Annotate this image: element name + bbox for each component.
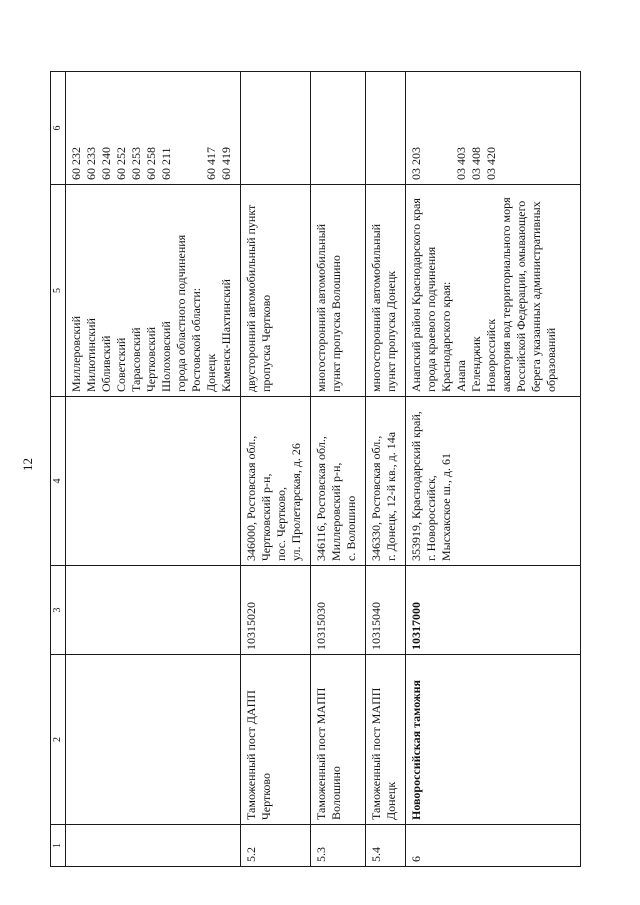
territory-code — [424, 76, 439, 180]
cell-address — [311, 397, 366, 566]
territory-code — [369, 76, 384, 180]
customs-code: 10317000 — [409, 602, 423, 650]
cell-name — [311, 655, 366, 825]
territory-code — [189, 76, 204, 180]
name-line: Таможенный пост МАПП — [314, 687, 328, 820]
territory-line: города краевого подчинения — [424, 246, 438, 392]
cell-territory-code — [366, 72, 406, 185]
header-col-6: 6 — [51, 72, 66, 185]
address-line: 346330, Ростовская обл., — [369, 435, 383, 561]
table-header — [51, 72, 66, 867]
territory-code — [384, 76, 399, 180]
cell-name — [241, 655, 311, 825]
territory-line: двусторонний автомобильный пункт — [244, 204, 258, 392]
territory-code: 60 240 — [99, 147, 113, 180]
territory-line: Ростовской области: — [189, 287, 203, 392]
territory-line: Каменск-Шахтинский — [219, 279, 233, 392]
territory-line: пропуска Чертково — [259, 294, 273, 392]
cell-territory — [311, 185, 366, 397]
row-number: 5.3 — [314, 847, 328, 862]
cell-number — [406, 825, 581, 867]
cell-territory — [406, 185, 581, 397]
territory-line: Миллеровский — [69, 316, 83, 392]
territory-line: многосторонний автомобильный — [369, 223, 383, 392]
name-line: Донецк — [384, 781, 398, 820]
table-row — [241, 72, 311, 867]
header-col-3: 3 — [51, 566, 66, 655]
row-number: 5.4 — [369, 847, 383, 862]
cell-code — [406, 566, 581, 655]
territory-line: Анапа — [454, 359, 468, 392]
cell-territory-code — [311, 72, 366, 185]
territory-line: Анапский район Краснодарского края — [409, 198, 423, 392]
address-line: Миллеровский р-н, — [329, 462, 343, 561]
address-line: пос. Чертково, — [274, 486, 288, 561]
territory-code — [499, 76, 514, 180]
territory-code — [329, 76, 344, 180]
territory-line: пункт пропуска Донецк — [384, 270, 398, 392]
address-line: Мысхакское ш., д. 61 — [439, 453, 453, 561]
territory-line: многосторонний автомобильный — [314, 223, 328, 392]
name-line: Чертково — [259, 772, 273, 820]
cell-code — [311, 566, 366, 655]
header-col-2: 2 — [51, 655, 66, 825]
territory-code: 60 253 — [129, 147, 143, 180]
cell-territory-code — [406, 72, 581, 185]
header-col-5: 5 — [51, 185, 66, 397]
cell-code — [366, 566, 406, 655]
address-line: 346116, Ростовская обл., — [314, 436, 328, 561]
territory-line: пункт пропуска Волошино — [329, 255, 343, 392]
cell-number — [66, 825, 241, 867]
territory-line: Шолоховский — [159, 321, 173, 392]
territory-line: берега указанных административных — [529, 201, 543, 392]
territory-line: Российской Федерации, омывающего — [514, 200, 528, 392]
name-line: Таможенный пост МАПП — [369, 687, 383, 820]
cell-number — [366, 825, 406, 867]
cell-territory — [241, 185, 311, 397]
table-row — [66, 72, 241, 867]
territory-code: 60 252 — [114, 147, 128, 180]
territory-line: Донецк — [204, 353, 218, 392]
cell-name — [66, 655, 241, 825]
territory-line: города областного подчинения — [174, 234, 188, 392]
customs-code: 10315020 — [244, 602, 258, 650]
cell-address — [241, 397, 311, 566]
table-row — [406, 72, 581, 867]
territory-line: акватория вод территориального моря — [499, 197, 513, 392]
row-number: 6 — [409, 856, 423, 862]
territory-code: 03 403 — [454, 147, 468, 180]
header-col-4: 4 — [51, 397, 66, 566]
customs-code: 10315030 — [314, 602, 328, 650]
cell-code — [241, 566, 311, 655]
territory-code — [544, 76, 559, 180]
territory-code — [439, 76, 454, 180]
territory-line: Обливский — [99, 335, 113, 392]
address-line: Чертковский р-н, — [259, 473, 273, 561]
cell-address — [66, 397, 241, 566]
territory-code — [174, 76, 189, 180]
territory-code: 60 419 — [219, 147, 233, 180]
territory-code: 03 408 — [469, 147, 483, 180]
header-col-1: 1 — [51, 825, 66, 867]
territory-line: Чертковский — [144, 326, 158, 392]
page-number: 12 — [20, 458, 35, 471]
cell-number — [241, 825, 311, 867]
cell-territory-code — [241, 72, 311, 185]
territory-line: Краснодарского края: — [439, 281, 453, 392]
cell-name — [406, 655, 581, 825]
territory-code: 60 258 — [144, 147, 158, 180]
territory-code — [259, 76, 274, 180]
cell-territory — [66, 185, 241, 397]
customs-table — [50, 71, 581, 867]
cell-territory-code — [66, 72, 241, 185]
territory-code: 60 232 — [69, 147, 83, 180]
territory-code: 60 417 — [204, 147, 218, 180]
territory-code: 60 211 — [159, 147, 173, 180]
territory-line: Тарасовский — [129, 327, 143, 392]
cell-address — [406, 397, 581, 566]
cell-number — [311, 825, 366, 867]
address-line: г. Донецк, 12-й кв., д. 14а — [384, 431, 398, 561]
address-line: с. Волошино — [344, 495, 358, 561]
customs-code: 10315040 — [369, 602, 383, 650]
territory-code — [314, 76, 329, 180]
row-number: 5.2 — [244, 847, 258, 862]
territory-code — [244, 76, 259, 180]
territory-code: 03 420 — [484, 147, 498, 180]
header-row — [51, 72, 66, 867]
territory-code — [514, 76, 529, 180]
territory-code: 60 233 — [84, 147, 98, 180]
name-line: Новороссийская таможня — [409, 679, 423, 820]
cell-name — [366, 655, 406, 825]
table-body — [66, 72, 581, 867]
address-line: ул. Пролетарская, д. 26 — [289, 443, 303, 561]
address-line: 353919, Краснодарский край, — [409, 411, 423, 561]
territory-line: Милютинский — [84, 318, 98, 392]
table-row — [366, 72, 406, 867]
address-line: г. Новороссийск, — [424, 475, 438, 561]
table-row — [311, 72, 366, 867]
name-line: Таможенный пост ДАПП — [244, 690, 258, 820]
territory-line: Новороссийск — [484, 318, 498, 392]
territory-code: 03 203 — [409, 147, 423, 180]
cell-code — [66, 566, 241, 655]
name-line: Волошино — [329, 766, 343, 820]
cell-territory — [366, 185, 406, 397]
territory-line: Советский — [114, 337, 128, 392]
territory-line: образований — [544, 327, 558, 392]
address-line: 346000, Ростовская обл., — [244, 435, 258, 561]
territory-line: Геленджик — [469, 336, 483, 392]
cell-address — [366, 397, 406, 566]
territory-code — [529, 76, 544, 180]
